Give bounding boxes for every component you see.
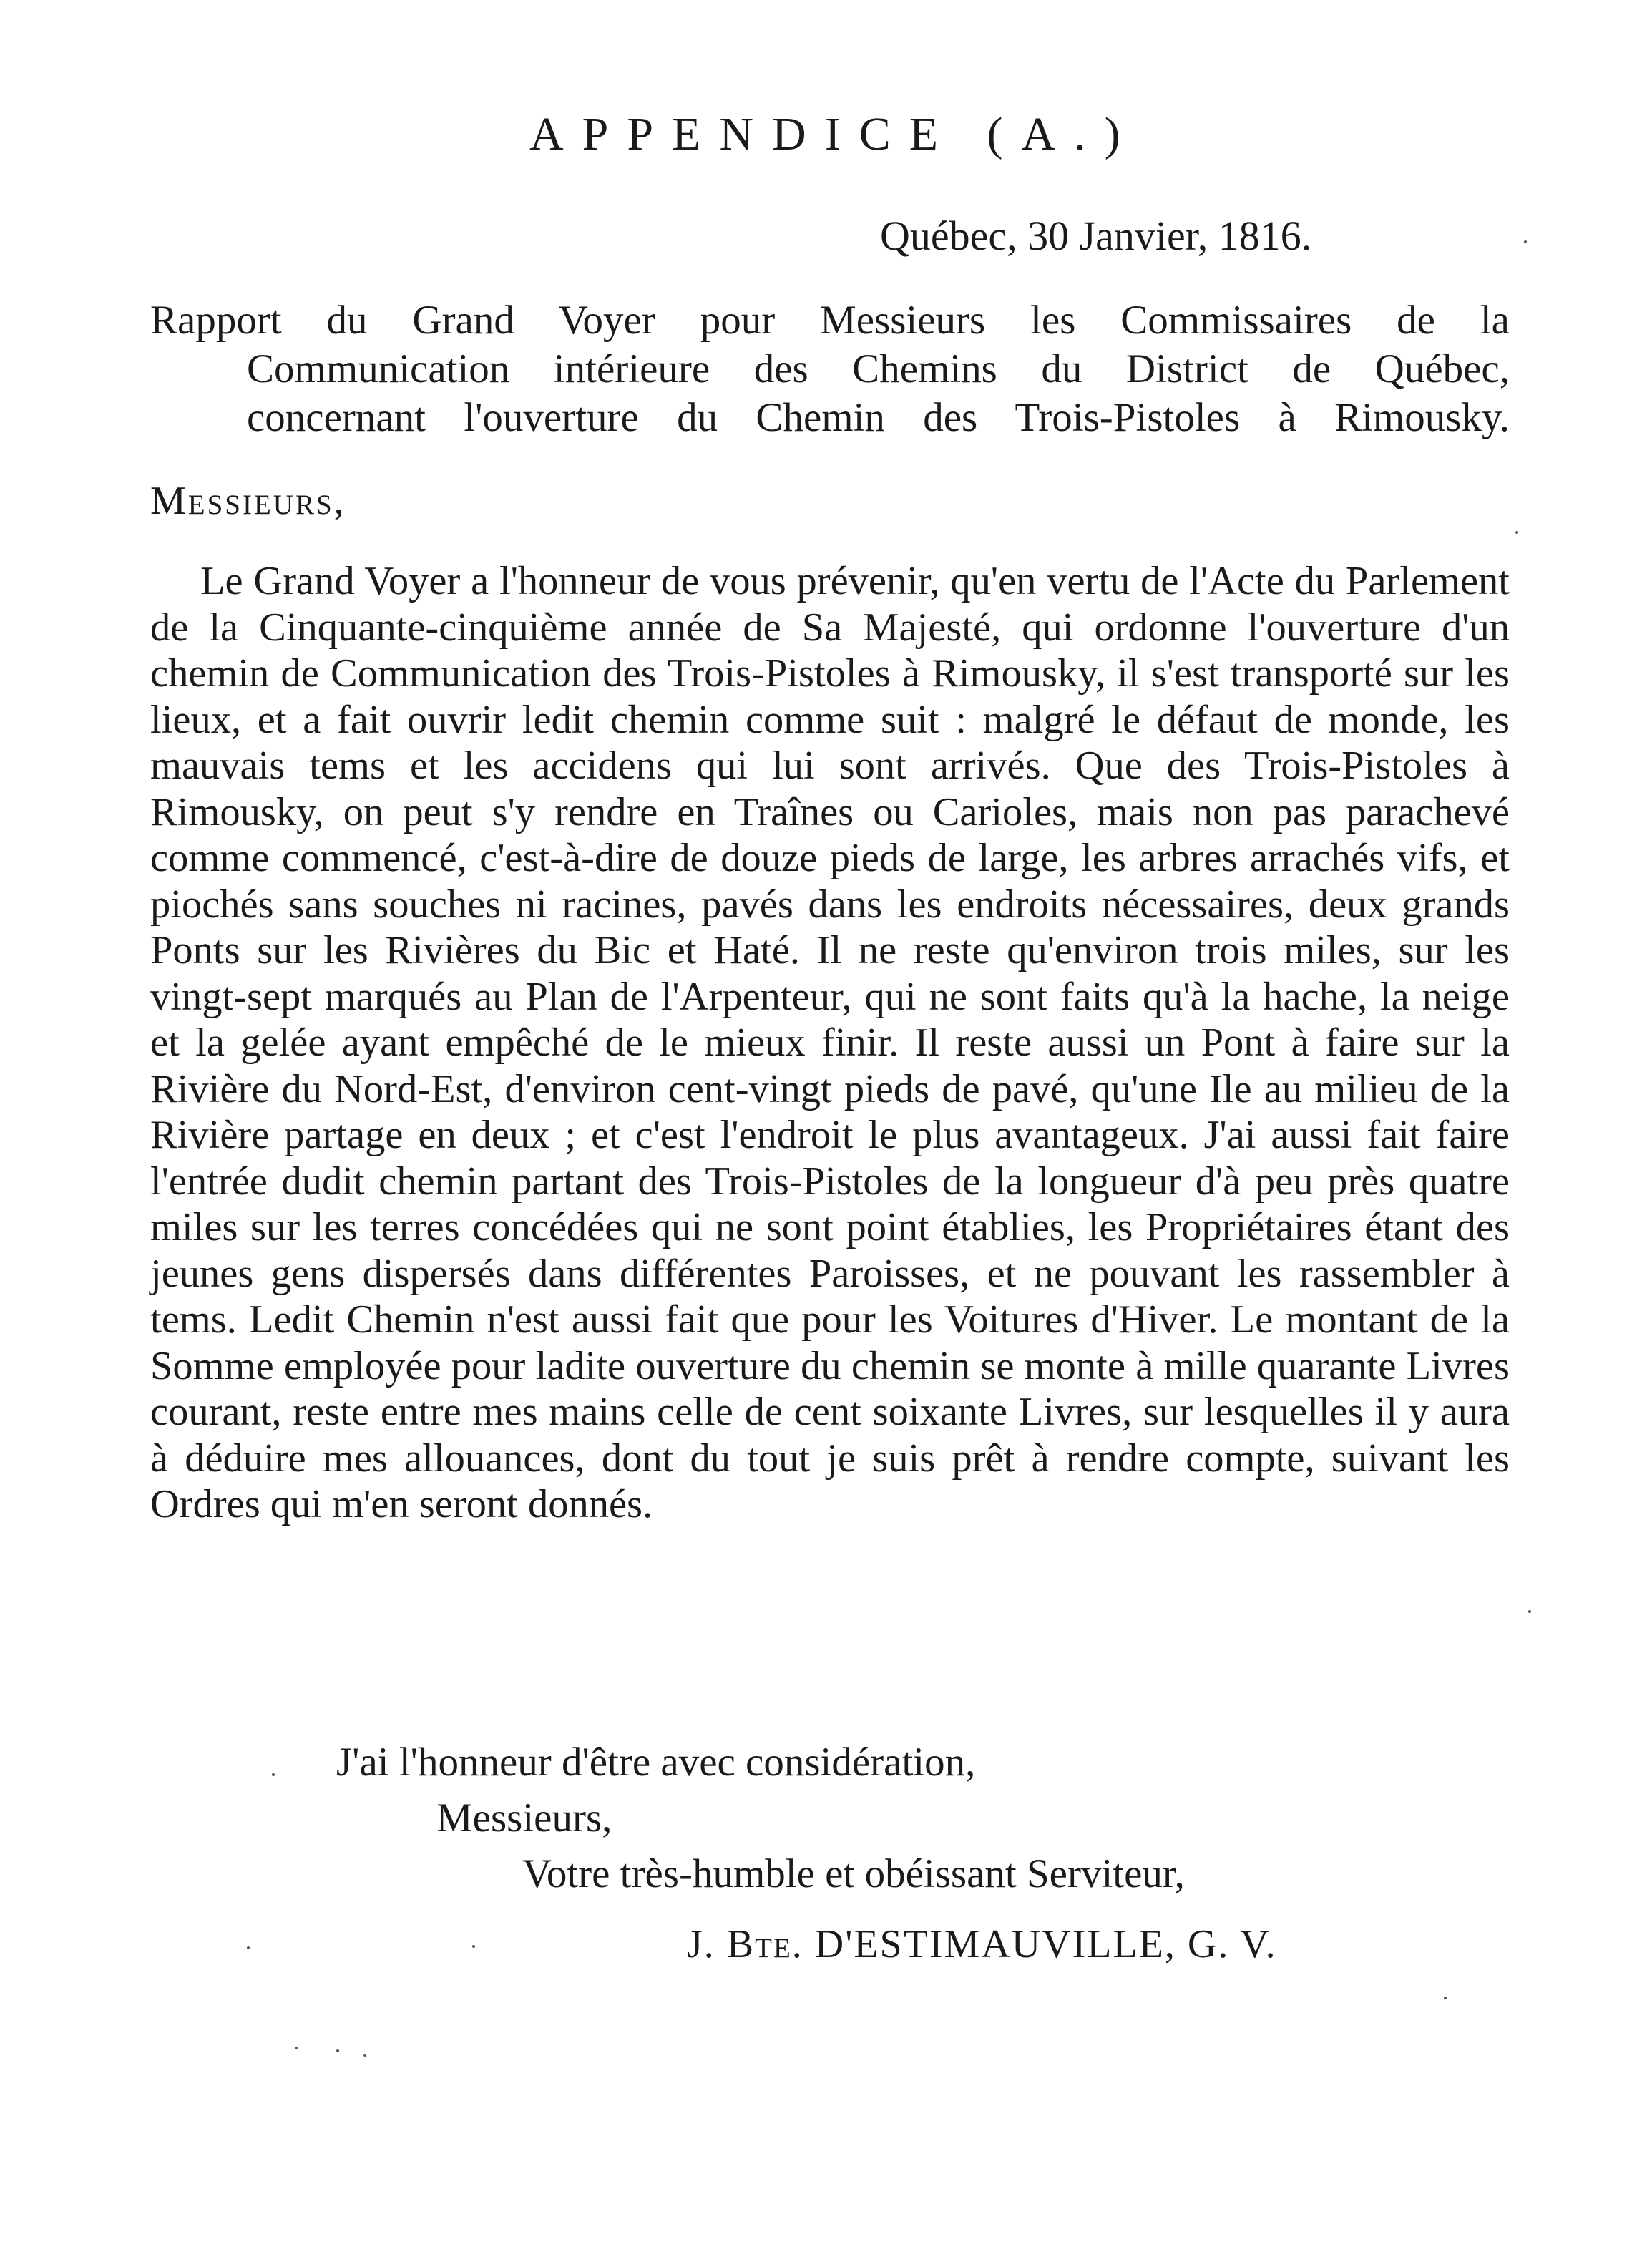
signature-name: D'ESTIMAUVILLE, G. V.: [814, 1922, 1277, 1966]
print-speck: [295, 2047, 298, 2049]
print-speck: [1444, 1997, 1447, 1999]
print-speck: [1528, 1610, 1531, 1613]
report-title-line-3: concernant l'ouverture du Chemin des Trois-Pistoles à Rimousky.: [247, 395, 1510, 440]
closing-line-1: J'ai l'honneur d'être avec considération,: [336, 1740, 976, 1785]
appendix-heading: APPENDICE (A.): [529, 108, 1139, 160]
print-speck: [1524, 240, 1527, 243]
closing-line-2: Messieurs,: [436, 1795, 612, 1841]
dateline: Québec, 30 Janvier, 1816.: [880, 213, 1312, 259]
print-speck: [247, 1946, 250, 1949]
print-speck: [363, 2054, 366, 2057]
body-paragraph: Le Grand Voyer a l'honneur de vous prévenir, qu'en vertu de l'Acte du Parlement de la Cinquante-cinquième année de Sa Majesté, qui ordonne l'ouverture d'un chemin de Communication des Trois-Pistoles à Rimousky, il s'est transporté sur les lieux, et a fait ouvrir ledit chemin comme suit : malgré le défaut de monde, les mauvais tems et les accidens qui lui sont arrivés. Que des Trois-Pistoles à Rimousky, on peut s'y rendre en Traînes ou Carioles, mais non pas parachevé comme commencé, c'est-à-dire de douze pieds de large, les arbres arrachés vifs, et piochés sans souches ni racines, pavés dans les endroits nécessaires, deux grands Ponts sur les Rivières du Bic et Haté. Il ne reste qu'environ trois miles, sur les vingt-sept marqués au Plan de l'Arpenteur, qui ne sont faits qu'à la hache, la neige et la gelée ayant empêché de le mieux finir. Il reste aussi un Pont à faire sur la Rivière du Nord-Est, d'environ cent-vingt pieds de pavé, qu'une Ile au milieu de la Rivière partage en deux ; et c'est l'endroit le plus avantageux. J'ai aussi fait faire l'entrée dudit chemin partant des Trois-Pistoles de la longueur d'à peu près quatre miles sur les terres concédées qui ne sont point établies, les Propriétaires étant des jeunes gens dispersés dans différentes Paroisses, et ne pouvant les rassembler à tems. Ledit Chemin n'est aussi fait que pour les Voitures d'Hiver. Le montant de la Somme employée pour ladite ouverture du chemin se monte à mille quarante Livres courant, reste entre mes mains celle de cent soixante Livres, sur lesquelles il y aura à déduire mes allouances, dont du tout je suis prêt à rendre compte, suivant les Ordres qui m'en seront donnés.: [150, 559, 1510, 1526]
print-speck: [472, 1945, 475, 1948]
print-speck: [272, 1773, 275, 1776]
print-speck: [1515, 531, 1518, 534]
report-title-line-2: Communication intérieure des Chemins du District de Québec,: [247, 346, 1510, 391]
salutation: Messieurs,: [150, 479, 346, 523]
signature-initial: J.: [687, 1922, 715, 1966]
signature: [687, 1921, 1277, 1967]
signature-abbreviation: Bte.: [726, 1922, 803, 1966]
report-title-line-1: Rapport du Grand Voyer pour Messieurs les Commissaires de la: [150, 298, 1510, 343]
print-speck: [336, 2049, 339, 2052]
closing-line-3: Votre très-humble et obéissant Serviteur,: [522, 1851, 1185, 1896]
report-title: [150, 296, 1510, 442]
